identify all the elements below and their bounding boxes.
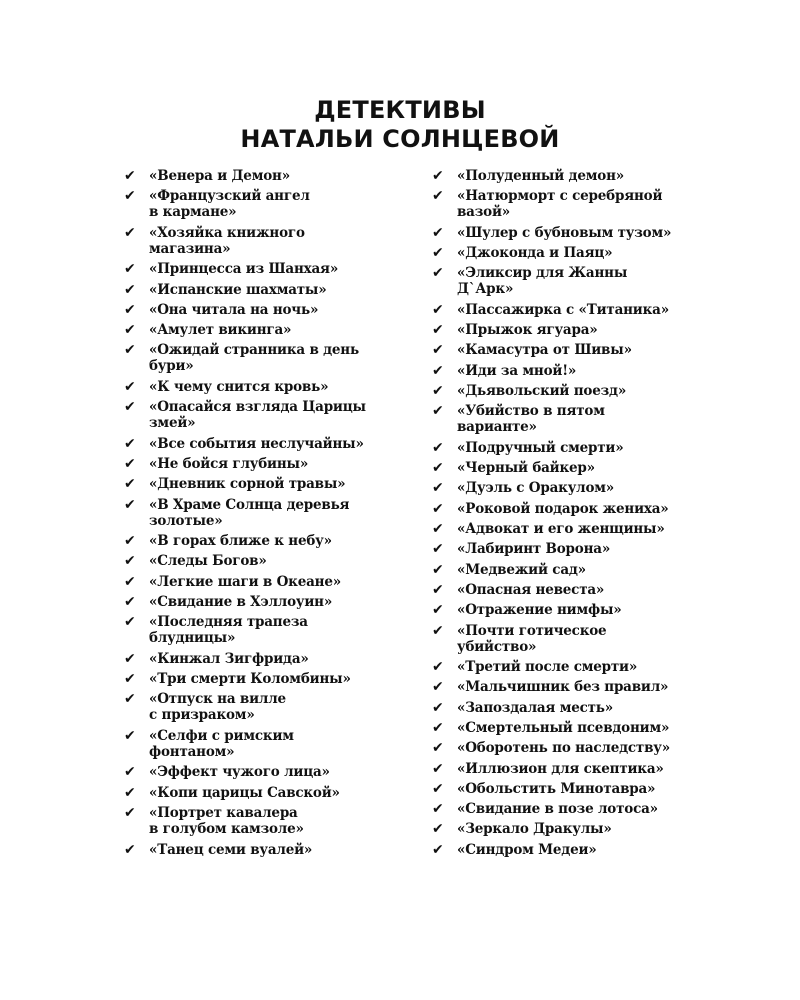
book-title: «К чему снится кровь» bbox=[149, 378, 329, 395]
checkmark-icon: ✔ bbox=[432, 679, 444, 696]
book-title: «Джоконда и Паяц» bbox=[457, 245, 613, 262]
book-title: «Эликсир для Жанны Д`Арк» bbox=[457, 265, 628, 298]
checkmark-icon: ✔ bbox=[124, 188, 136, 205]
book-title: «Селфи с римским фонтаном» bbox=[149, 727, 294, 760]
checkmark-icon: ✔ bbox=[124, 476, 136, 493]
book-title: «Отражение нимфы» bbox=[457, 602, 622, 619]
list-item bbox=[432, 700, 717, 720]
list-item bbox=[432, 480, 717, 500]
list-item bbox=[124, 456, 392, 476]
list-item bbox=[432, 623, 717, 660]
list-item bbox=[432, 562, 717, 582]
book-title: «Иди за мной!» bbox=[457, 362, 577, 379]
checkmark-icon: ✔ bbox=[432, 245, 444, 262]
book-title: «Свидание в Хэллоуин» bbox=[149, 594, 333, 611]
book-title: «Пассажирка с «Титаника» bbox=[457, 301, 669, 318]
checkmark-icon: ✔ bbox=[432, 460, 444, 477]
list-item bbox=[432, 521, 717, 541]
list-item bbox=[432, 302, 717, 322]
book-title: «Ожидай странника в день бури» bbox=[149, 342, 359, 375]
checkmark-icon: ✔ bbox=[124, 727, 136, 744]
book-list-right bbox=[432, 168, 717, 862]
book-title: «Танец семи вуалей» bbox=[149, 841, 313, 858]
book-title: «Дуэль с Оракулом» bbox=[457, 480, 615, 497]
list-item bbox=[432, 602, 717, 622]
checkmark-icon: ✔ bbox=[124, 342, 136, 359]
checkmark-icon: ✔ bbox=[432, 362, 444, 379]
list-item bbox=[432, 761, 717, 781]
book-title: «Синдром Медеи» bbox=[457, 841, 597, 858]
list-item bbox=[124, 188, 392, 225]
book-title: «Свидание в позе лотоса» bbox=[457, 801, 658, 818]
list-item bbox=[124, 476, 392, 496]
checkmark-icon: ✔ bbox=[124, 614, 136, 631]
book-title: «В горах ближе к небу» bbox=[149, 533, 332, 550]
book-title: «Камасутра от Шивы» bbox=[457, 342, 632, 359]
list-item bbox=[124, 651, 392, 671]
list-item bbox=[432, 383, 717, 403]
list-item bbox=[124, 594, 392, 614]
checkmark-icon: ✔ bbox=[432, 841, 444, 858]
list-item bbox=[124, 302, 392, 322]
book-title: «Подручный смерти» bbox=[457, 439, 624, 456]
checkmark-icon: ✔ bbox=[124, 784, 136, 801]
book-title: «Принцесса из Шанхая» bbox=[149, 261, 339, 278]
checkmark-icon: ✔ bbox=[124, 456, 136, 473]
book-title: «Дьявольский поезд» bbox=[457, 383, 627, 400]
book-list-left bbox=[124, 168, 392, 862]
book-title: «В Храме Солнца деревья золотые» bbox=[149, 496, 350, 529]
checkmark-icon: ✔ bbox=[124, 553, 136, 570]
book-title: «Хозяйка книжного магазина» bbox=[149, 224, 305, 257]
list-item bbox=[124, 785, 392, 805]
list-item bbox=[432, 440, 717, 460]
book-title: «Третий после смерти» bbox=[457, 659, 638, 676]
book-title: «Почти готическое убийство» bbox=[457, 622, 607, 655]
list-item bbox=[124, 436, 392, 456]
checkmark-icon: ✔ bbox=[432, 383, 444, 400]
list-item bbox=[432, 740, 717, 760]
checkmark-icon: ✔ bbox=[432, 602, 444, 619]
list-item bbox=[432, 265, 717, 302]
list-item bbox=[124, 553, 392, 573]
checkmark-icon: ✔ bbox=[432, 224, 444, 241]
book-title: «Последняя трапеза блудницы» bbox=[149, 614, 308, 647]
book-title: «Следы Богов» bbox=[149, 553, 267, 570]
checkmark-icon: ✔ bbox=[432, 168, 444, 184]
book-title: «Все события неслучайны» bbox=[149, 435, 364, 452]
checkmark-icon: ✔ bbox=[432, 801, 444, 818]
list-item bbox=[432, 679, 717, 699]
checkmark-icon: ✔ bbox=[432, 500, 444, 517]
list-item bbox=[432, 403, 717, 440]
list-item bbox=[432, 460, 717, 480]
book-title: «Не бойся глубины» bbox=[149, 456, 309, 473]
checkmark-icon: ✔ bbox=[124, 399, 136, 416]
checkmark-icon: ✔ bbox=[124, 224, 136, 241]
book-title: «Опасная невеста» bbox=[457, 581, 605, 598]
list-item bbox=[124, 322, 392, 342]
book-title: «Зеркало Дракулы» bbox=[457, 821, 612, 838]
checkmark-icon: ✔ bbox=[432, 322, 444, 339]
list-item bbox=[432, 781, 717, 801]
book-title: «Адвокат и его женщины» bbox=[457, 521, 665, 538]
book-title: «Роковой подарок жениха» bbox=[457, 500, 669, 517]
list-item bbox=[432, 363, 717, 383]
list-item bbox=[432, 720, 717, 740]
book-title: «Запоздалая месть» bbox=[457, 699, 614, 716]
checkmark-icon: ✔ bbox=[124, 841, 136, 858]
book-title: «Кинжал Зигфрида» bbox=[149, 650, 309, 667]
list-item bbox=[124, 805, 392, 842]
book-title: «Мальчишник без правил» bbox=[457, 679, 669, 696]
checkmark-icon: ✔ bbox=[432, 581, 444, 598]
checkmark-icon: ✔ bbox=[432, 821, 444, 838]
list-item bbox=[124, 574, 392, 594]
checkmark-icon: ✔ bbox=[124, 691, 136, 708]
list-item bbox=[124, 728, 392, 765]
title-line-2: НАТАЛЬИ СОЛНЦЕВОЙ bbox=[240, 125, 560, 153]
checkmark-icon: ✔ bbox=[124, 764, 136, 781]
book-title: «Отпуск на вилле с призраком» bbox=[149, 691, 286, 724]
checkmark-icon: ✔ bbox=[124, 805, 136, 822]
list-item bbox=[432, 659, 717, 679]
list-item bbox=[124, 497, 392, 534]
book-title: «Иллюзион для скептика» bbox=[457, 760, 664, 777]
checkmark-icon: ✔ bbox=[432, 699, 444, 716]
checkmark-icon: ✔ bbox=[432, 659, 444, 676]
checkmark-icon: ✔ bbox=[432, 439, 444, 456]
book-title: «Смертельный псевдоним» bbox=[457, 719, 670, 736]
list-item bbox=[124, 533, 392, 553]
book-title: «Дневник сорной травы» bbox=[149, 476, 346, 493]
book-title: «Шулер с бубновым тузом» bbox=[457, 224, 672, 241]
checkmark-icon: ✔ bbox=[124, 168, 136, 184]
title-line-1: ДЕТЕКТИВЫ bbox=[314, 96, 486, 124]
book-title: «Черный байкер» bbox=[457, 460, 595, 477]
list-item bbox=[432, 188, 717, 225]
book-title: «Обольстить Минотавра» bbox=[457, 780, 656, 797]
page-title bbox=[0, 96, 800, 154]
list-item bbox=[432, 821, 717, 841]
checkmark-icon: ✔ bbox=[124, 573, 136, 590]
book-title: «Эффект чужого лица» bbox=[149, 764, 330, 781]
checkmark-icon: ✔ bbox=[124, 322, 136, 339]
checkmark-icon: ✔ bbox=[432, 541, 444, 558]
list-item bbox=[124, 261, 392, 281]
checkmark-icon: ✔ bbox=[432, 301, 444, 318]
checkmark-icon: ✔ bbox=[432, 740, 444, 757]
checkmark-icon: ✔ bbox=[432, 342, 444, 359]
book-title: «Оборотень по наследству» bbox=[457, 740, 670, 757]
book-title: «Легкие шаги в Океане» bbox=[149, 573, 341, 590]
list-item bbox=[124, 842, 392, 862]
book-title: «Она читала на ночь» bbox=[149, 301, 319, 318]
list-item bbox=[432, 322, 717, 342]
book-title: «Натюрморт с серебряной вазой» bbox=[457, 188, 663, 221]
book-title: «Амулет викинга» bbox=[149, 322, 292, 339]
checkmark-icon: ✔ bbox=[124, 671, 136, 688]
checkmark-icon: ✔ bbox=[432, 760, 444, 777]
checkmark-icon: ✔ bbox=[432, 561, 444, 578]
checkmark-icon: ✔ bbox=[432, 719, 444, 736]
checkmark-icon: ✔ bbox=[124, 594, 136, 611]
checkmark-icon: ✔ bbox=[124, 496, 136, 513]
list-item bbox=[124, 671, 392, 691]
list-item bbox=[432, 342, 717, 362]
list-item bbox=[124, 168, 392, 188]
book-title: «Венера и Демон» bbox=[149, 168, 290, 184]
book-title: «Три смерти Коломбины» bbox=[149, 671, 351, 688]
book-title: «Испанские шахматы» bbox=[149, 281, 327, 298]
list-item bbox=[432, 582, 717, 602]
book-title: «Прыжок ягуара» bbox=[457, 322, 598, 339]
checkmark-icon: ✔ bbox=[124, 261, 136, 278]
book-title: «Медвежий сад» bbox=[457, 561, 586, 578]
book-title: «Портрет кавалера в голубом камзоле» bbox=[149, 805, 304, 838]
checkmark-icon: ✔ bbox=[432, 403, 444, 420]
checkmark-icon: ✔ bbox=[124, 533, 136, 550]
checkmark-icon: ✔ bbox=[124, 281, 136, 298]
list-item bbox=[124, 282, 392, 302]
checkmark-icon: ✔ bbox=[124, 378, 136, 395]
checkmark-icon: ✔ bbox=[432, 188, 444, 205]
checkmark-icon: ✔ bbox=[432, 521, 444, 538]
checkmark-icon: ✔ bbox=[432, 265, 444, 282]
list-item bbox=[124, 764, 392, 784]
list-item bbox=[432, 501, 717, 521]
list-item bbox=[432, 842, 717, 862]
checkmark-icon: ✔ bbox=[432, 780, 444, 797]
checkmark-icon: ✔ bbox=[432, 480, 444, 497]
book-title: «Полуденный демон» bbox=[457, 168, 624, 184]
book-title: «Опасайся взгляда Царицы змей» bbox=[149, 399, 366, 432]
list-item bbox=[432, 168, 717, 188]
list-item bbox=[432, 541, 717, 561]
checkmark-icon: ✔ bbox=[432, 622, 444, 639]
checkmark-icon: ✔ bbox=[124, 650, 136, 667]
list-item bbox=[432, 225, 717, 245]
list-item bbox=[124, 342, 392, 379]
checkmark-icon: ✔ bbox=[124, 435, 136, 452]
book-title: «Копи царицы Савской» bbox=[149, 784, 340, 801]
book-title: «Убийство в пятом варианте» bbox=[457, 403, 605, 436]
list-item bbox=[124, 614, 392, 651]
book-title: «Французский ангел в кармане» bbox=[149, 188, 310, 221]
list-item bbox=[432, 245, 717, 265]
list-item bbox=[432, 801, 717, 821]
book-title: «Лабиринт Ворона» bbox=[457, 541, 611, 558]
list-item bbox=[124, 379, 392, 399]
checkmark-icon: ✔ bbox=[124, 301, 136, 318]
list-item bbox=[124, 399, 392, 436]
list-item bbox=[124, 225, 392, 262]
list-item bbox=[124, 691, 392, 728]
